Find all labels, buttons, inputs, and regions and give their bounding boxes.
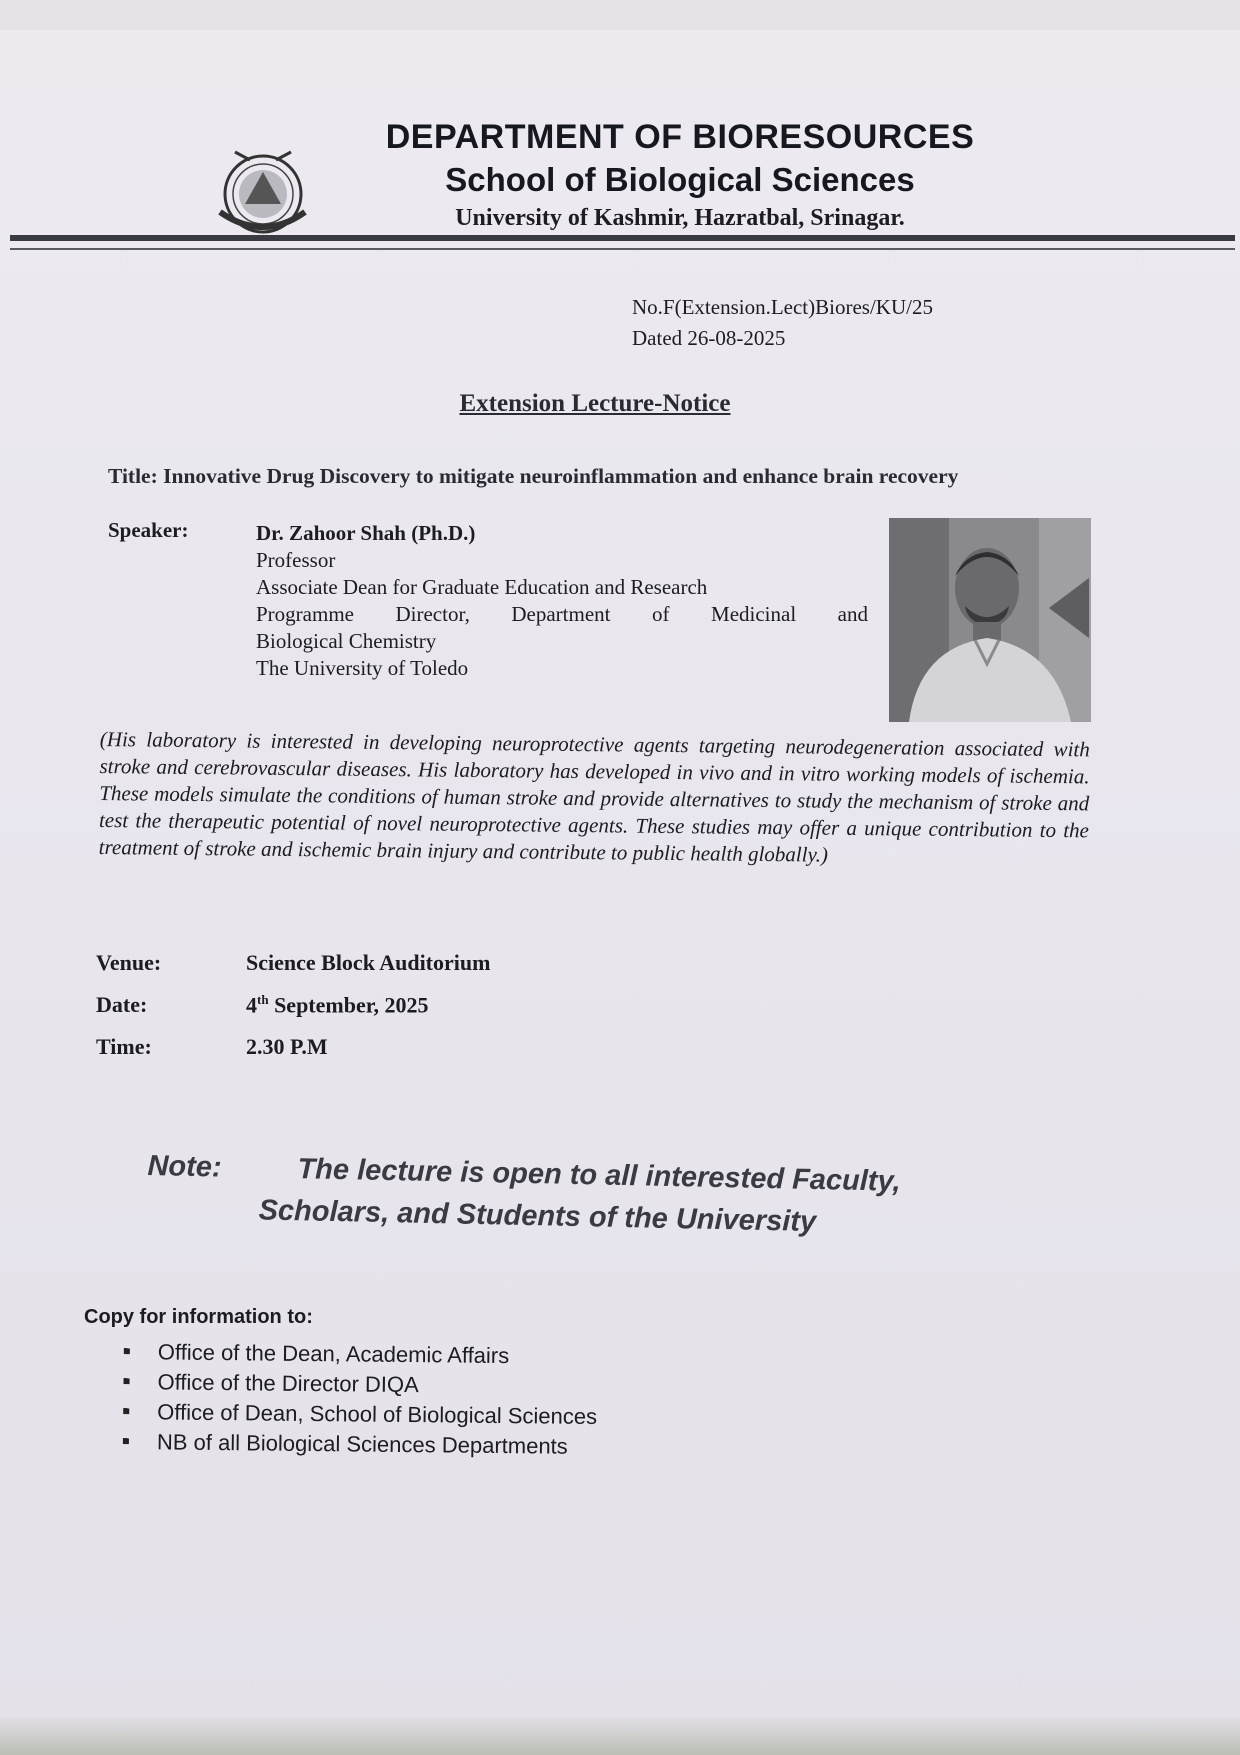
header-divider [10, 235, 1235, 241]
university-address: University of Kashmir, Hazratbal, Srinagar. [455, 205, 905, 231]
school-name: School of Biological Sciences [445, 161, 915, 198]
date-value [246, 992, 428, 1018]
list-item [119, 1397, 597, 1432]
copy-list [119, 1337, 598, 1462]
copy-item-text: Office of Dean, School of Biological Sciences [157, 1399, 598, 1429]
speaker-bio: (His laboratory is interested in developing neuroprotective agents targeting neurodegeneration associated with stroke and cerebrovascular diseases. His laboratory has developed in vivo and in vitro working models of ischemia. These models simulate the conditions of human stroke and provide alternatives to study the mechanism of stroke and test the therapeutic potential of novel neuroprotective agents. These studies may offer a unique contribution to the treatment of stroke and ischemic brain injury and contribute to public health globally.) [98, 726, 1090, 867]
speaker-name: Dr. Zahoor Shah (Ph.D.) [256, 521, 476, 545]
letterhead [330, 118, 1030, 232]
speaker-position: Professor [256, 548, 336, 572]
speaker-photo [889, 518, 1091, 722]
copy-heading: Copy for information to: [84, 1306, 313, 1328]
notice-page [0, 30, 1240, 1755]
page-shadow [0, 1715, 1240, 1755]
notice-title: Extension Lecture-Notice [459, 390, 731, 417]
date-ordinal-suffix: th [257, 992, 269, 1007]
speaker-institution: The University of Toledo [256, 656, 469, 680]
copy-item-text: Office of the Director DIQA [157, 1369, 419, 1398]
note-block [146, 1145, 1048, 1248]
bullet-icon [124, 1348, 130, 1354]
date-month-year: September, 2025 [268, 992, 429, 1018]
reference-block [632, 292, 933, 354]
bullet-icon [123, 1438, 129, 1444]
list-item [119, 1427, 597, 1462]
note-label: Note: [147, 1149, 222, 1184]
speaker-role-director: Programme Director, Department of Medicinal and [256, 602, 868, 626]
department-name: DEPARTMENT OF BIORESOURCES [385, 118, 975, 156]
reference-date: Dated 26-08-2025 [632, 326, 786, 350]
speaker-details [256, 520, 868, 682]
copy-item-text: NB of all Biological Sciences Departments [156, 1429, 568, 1459]
date-day: 4 [246, 992, 257, 1018]
university-seal-logo [205, 142, 335, 242]
bullet-icon [123, 1408, 129, 1414]
time-label: Time: [96, 1034, 152, 1059]
speaker-label: Speaker: [108, 518, 189, 542]
header-divider-thin [10, 248, 1235, 250]
venue-value: Science Block Auditorium [246, 950, 491, 975]
note-text-1: The lecture is open to all interested Faculty, [297, 1153, 901, 1198]
note-text-2: Scholars, and Students of the University [258, 1194, 817, 1239]
speaker-role-dean: Associate Dean for Graduate Education and Research [256, 575, 708, 599]
copy-item-text: Office of the Dean, Academic Affairs [157, 1339, 510, 1369]
reference-number: No.F(Extension.Lect)Biores/KU/25 [632, 295, 933, 319]
speaker-role-director-cont: Biological Chemistry [256, 629, 437, 653]
time-value: 2.30 P.M [246, 1034, 328, 1059]
bullet-icon [124, 1378, 130, 1384]
venue-label: Venue: [96, 950, 162, 975]
lecture-title: Title: Innovative Drug Discovery to mitigate neuroinflammation and enhance brain recovery [108, 464, 959, 488]
date-label: Date: [96, 992, 148, 1017]
